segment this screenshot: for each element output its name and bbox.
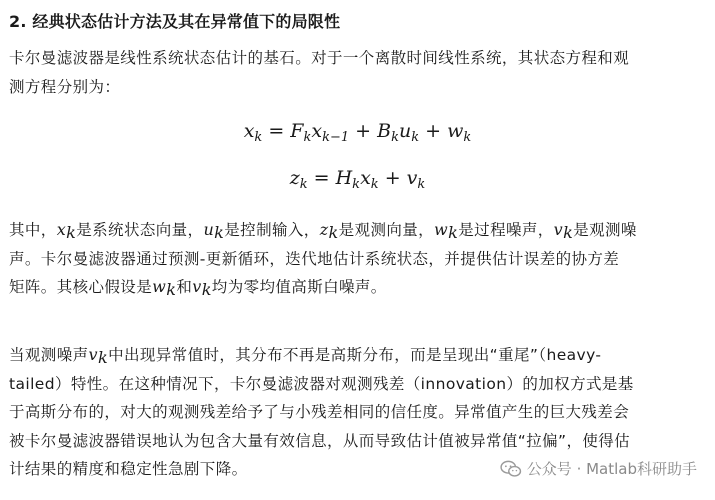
text-line: 被卡尔曼滤波器错误地认为包含大量有效信息，从而导致估计值被异常值“拉偏”，使得估 xyxy=(9,431,631,450)
measurement-equation: $z_k = H_kx_k + v_k$ xyxy=(289,167,426,192)
section-heading: 2. 经典状态估计方法及其在异常值下的局限性 xyxy=(9,12,341,31)
paragraph-intro xyxy=(9,44,707,101)
text-line: 卡尔曼滤波器是线性系统状态估计的基石。对于一个离散时间线性系统，其状态方程和观 xyxy=(9,49,630,67)
wechat-icon xyxy=(500,460,522,478)
state-equation: $x_k = F_kx_{k-1} + B_ku_k + w_k$ xyxy=(243,120,472,145)
text-line: tailed）特性。在这种情况下，卡尔曼滤波器对观测残差（innovation）的加权方式是基 xyxy=(9,374,634,393)
watermark-text: 公众号 · Matlab科研助手 xyxy=(526,460,697,478)
paragraph-outliers: 当观测噪声$v_k$中出现异常值时，其分布不再是高斯分布，而是呈现出“重尾”（heavy- tailed）特性。在这种情况下，卡尔曼滤波器对观测残差（innovation）的加权方式是基 于高斯分布的，对大的观测残差给予了与小残差相同的信任度。异常值产生的巨大残差会 被卡尔曼滤波器错误地认为包含大量有效信息，从而导致估计值被异常值“拉偏”，使得估 计结果的精度和稳定性急剧下降。 xyxy=(9,345,634,478)
text-line: 计结果的精度和稳定性急剧下降。 xyxy=(9,460,248,478)
text-line: 声。卡尔曼滤波器通过预测-更新循环，迭代地估计系统状态，并提供估计误差的协方差 xyxy=(9,249,620,268)
watermark xyxy=(496,456,701,481)
text-line: 测方程分别为： xyxy=(9,77,121,96)
paragraph-definitions: 其中，$x_k$是系统状态向量，$u_k$是控制输入，$z_k$是观测向量，$w_k$是过程噪声，$v_k$是观测噪 声。卡尔曼滤波器通过预测-更新循环，迭代地估计系统状态，并提供估计误差的协方差 矩阵。其核心假设是$w_k$和$v_k$均为零均值高斯白噪声。 xyxy=(9,220,637,299)
text-line: 于高斯分布的，对大的观测残差给予了与小残差相同的信任度。异常值产生的巨大残差会 xyxy=(9,403,630,421)
